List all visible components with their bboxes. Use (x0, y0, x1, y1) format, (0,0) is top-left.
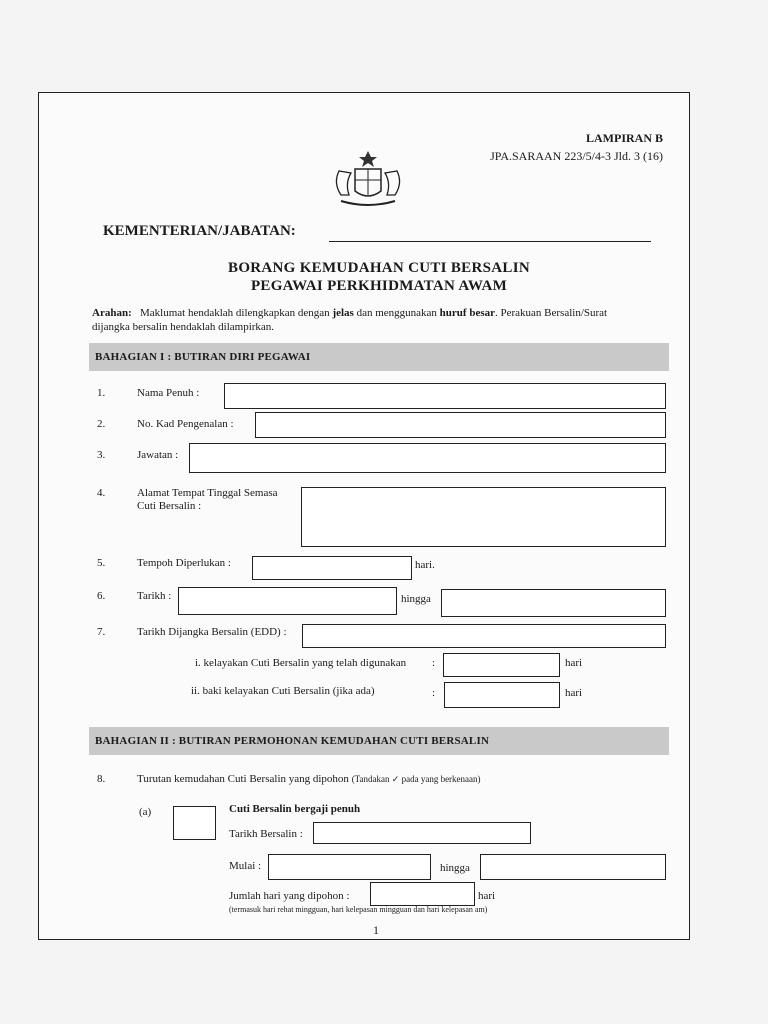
total-days-footnote: (termasuk hari rehat mingguan, hari kelepasan mingguan dan hari kelepasan am) (229, 905, 488, 914)
item-number: 6. (97, 590, 106, 602)
item-number: 3. (97, 449, 106, 461)
total-days-input[interactable] (370, 882, 475, 906)
address-label-line2: Cuti Bersalin : (137, 500, 202, 512)
section2-heading: BAHAGIAN II : BUTIRAN PERMOHONAN KEMUDAHAN CUTI BERSALIN (89, 727, 669, 755)
ministry-label: KEMENTERIAN/JABATAN: (103, 223, 296, 239)
edd-label: Tarikh Dijangka Bersalin (EDD) : (137, 626, 287, 638)
ic-number-label: No. Kad Pengenalan : (137, 418, 234, 430)
option-a-checkbox[interactable] (173, 806, 216, 840)
lampiran-label: LAMPIRAN B (586, 131, 663, 145)
edd-input[interactable] (302, 624, 666, 648)
reference-number: JPA.SARAAN 223/5/4-3 Jld. 3 (16) (490, 149, 663, 163)
start-date-input[interactable] (268, 854, 431, 880)
form-title-line1: BORANG KEMUDAHAN CUTI BERSALIN (228, 260, 530, 276)
full-name-input[interactable] (224, 383, 666, 409)
option-a-letter: (a) (139, 806, 152, 818)
sequence-text: Turutan kemudahan Cuti Bersalin yang dipohon (137, 773, 349, 785)
balance-leave-label: ii. baki kelayakan Cuti Bersalin (jika ada) (191, 685, 375, 697)
until-label: hingga (440, 862, 470, 874)
sequence-label (137, 773, 481, 785)
instructions-label: Arahan: (92, 307, 132, 319)
item-number: 5. (97, 557, 106, 569)
option-a-title: Cuti Bersalin bergaji penuh (229, 803, 361, 815)
start-label: Mulai : (229, 860, 262, 872)
instructions-line1 (92, 307, 607, 319)
ic-number-input[interactable] (255, 412, 666, 438)
balance-leave-input[interactable] (444, 682, 560, 708)
instructions-bold2: huruf besar (439, 307, 495, 319)
birth-date-input[interactable] (313, 822, 531, 844)
section1-heading: BAHAGIAN I : BUTIRAN DIRI PEGAWAI (89, 343, 669, 371)
used-leave-input[interactable] (443, 653, 560, 677)
position-input[interactable] (189, 443, 666, 473)
page-number: 1 (373, 923, 379, 937)
balance-leave-suffix: hari (565, 687, 583, 699)
form-title-line2: PEGAWAI PERKHIDMATAN AWAM (250, 278, 508, 294)
item-number: 7. (97, 626, 106, 638)
duration-label: Tempoh Diperlukan : (137, 557, 231, 569)
address-input[interactable] (301, 487, 666, 547)
sequence-note: (Tandakan ✓ pada yang berkenaan) (351, 774, 481, 784)
date-start-input[interactable] (178, 587, 397, 615)
form-page (38, 92, 690, 940)
instructions-text1: Maklumat hendaklah dilengkapkan dengan (139, 307, 330, 319)
position-label: Jawatan : (137, 449, 179, 461)
coat-of-arms-icon (329, 149, 407, 211)
end-date-input[interactable] (480, 854, 666, 880)
instructions-line2: dijangka bersalin hendaklah dilampirkan. (92, 321, 275, 333)
total-days-suffix: hari (478, 890, 496, 902)
duration-suffix: hari. (415, 559, 435, 571)
instructions-text2: dan menggunakan (356, 307, 437, 319)
item-number: 8. (97, 773, 106, 785)
balance-leave-colon: : (432, 687, 436, 699)
full-name-label: Nama Penuh : (137, 387, 200, 399)
date-label: Tarikh : (137, 590, 172, 602)
instructions-bold1: jelas (332, 307, 354, 319)
used-leave-label: i. kelayakan Cuti Bersalin yang telah digunakan (195, 657, 407, 669)
date-end-input[interactable] (441, 589, 666, 617)
item-number: 1. (97, 387, 106, 399)
instructions-text3: . Perakuan Bersalin/Surat (494, 307, 608, 319)
duration-input[interactable] (252, 556, 412, 580)
address-label: Alamat Tempat Tinggal Semasa (137, 487, 278, 499)
birth-date-label: Tarikh Bersalin : (229, 828, 303, 840)
used-leave-colon: : (432, 657, 436, 669)
ministry-input-line[interactable] (329, 241, 651, 242)
item-number: 2. (97, 418, 106, 430)
item-number: 4. (97, 487, 106, 499)
used-leave-suffix: hari (565, 657, 583, 669)
date-between-label: hingga (401, 593, 431, 605)
total-days-label: Jumlah hari yang dipohon : (229, 890, 350, 902)
